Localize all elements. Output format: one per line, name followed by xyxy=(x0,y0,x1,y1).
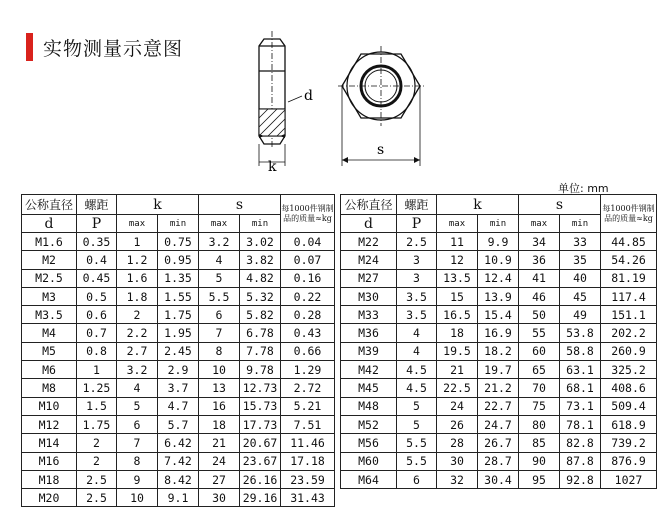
table-row xyxy=(22,251,335,269)
table-cell: 15.4 xyxy=(478,306,519,324)
table-row xyxy=(341,269,657,287)
table-cell: M3.5 xyxy=(22,306,77,324)
header-k-min: min xyxy=(158,215,199,233)
header-s: s xyxy=(199,195,281,215)
table-cell: 1.95 xyxy=(158,324,199,342)
table-cell: 2.9 xyxy=(158,361,199,379)
table-cell: 1027 xyxy=(601,470,657,488)
table-cell: 1.75 xyxy=(77,415,117,433)
table-row xyxy=(22,452,335,470)
header-s-min: min xyxy=(560,215,601,233)
table-row xyxy=(22,269,335,287)
table-cell: 2.5 xyxy=(397,233,437,251)
thread-hatching xyxy=(259,109,285,136)
table-row xyxy=(22,324,335,342)
table-cell: 5 xyxy=(397,397,437,415)
table-cell: 17.18 xyxy=(281,452,335,470)
table-cell: 12.4 xyxy=(478,269,519,287)
table-cell: 9.9 xyxy=(478,233,519,251)
table-cell: 92.8 xyxy=(560,470,601,488)
spec-table-left xyxy=(21,194,335,507)
table-cell: M16 xyxy=(22,452,77,470)
table-cell: 5 xyxy=(117,397,158,415)
header-nominal-diameter: 公称直径 xyxy=(341,195,397,215)
table-row xyxy=(341,470,657,488)
title-block xyxy=(26,30,183,64)
table-cell: M2.5 xyxy=(22,269,77,287)
table-cell: 3 xyxy=(397,251,437,269)
table-cell: 80 xyxy=(519,415,560,433)
unit-label: 单位: mm xyxy=(558,182,609,195)
table-row xyxy=(341,397,657,415)
table-row xyxy=(22,470,335,488)
table-cell: 4 xyxy=(397,324,437,342)
table-cell: 45 xyxy=(560,287,601,305)
table-cell: 3.7 xyxy=(158,379,199,397)
table-cell: 2.5 xyxy=(77,489,117,507)
table-cell: 28.7 xyxy=(478,452,519,470)
table-cell: 34 xyxy=(519,233,560,251)
table-row xyxy=(22,434,335,452)
table-cell: 0.35 xyxy=(77,233,117,251)
table-cell: M22 xyxy=(341,233,397,251)
table-row xyxy=(341,452,657,470)
table-cell: 21.2 xyxy=(478,379,519,397)
table-cell: 16.9 xyxy=(478,324,519,342)
table-cell: 1.35 xyxy=(158,269,199,287)
table-cell: 87.8 xyxy=(560,452,601,470)
table-cell: 10.9 xyxy=(478,251,519,269)
table-cell: 8.42 xyxy=(158,470,199,488)
table-cell: 49 xyxy=(560,306,601,324)
table-cell: 325.2 xyxy=(601,361,657,379)
header-s-max: max xyxy=(519,215,560,233)
dim-label-s: s xyxy=(377,142,385,158)
table-cell: 6 xyxy=(199,306,240,324)
table-cell: 5.5 xyxy=(397,452,437,470)
spec-table-left-body xyxy=(22,233,335,507)
table-cell: M12 xyxy=(22,415,77,433)
table-cell: 1.2 xyxy=(117,251,158,269)
table-cell: 9.78 xyxy=(240,361,281,379)
table-cell: 20.67 xyxy=(240,434,281,452)
table-cell: 0.5 xyxy=(77,287,117,305)
table-cell: 408.6 xyxy=(601,379,657,397)
table-cell: M56 xyxy=(341,434,397,452)
table-cell: 18.2 xyxy=(478,342,519,360)
table-cell: 40 xyxy=(560,269,601,287)
header-d: d xyxy=(341,215,397,233)
table-row xyxy=(341,324,657,342)
table-cell: M24 xyxy=(341,251,397,269)
table-cell: 29.16 xyxy=(240,489,281,507)
table-row xyxy=(22,287,335,305)
table-cell: 4.82 xyxy=(240,269,281,287)
table-cell: 5.82 xyxy=(240,306,281,324)
table-cell: 3.2 xyxy=(117,361,158,379)
table-cell: 0.95 xyxy=(158,251,199,269)
table-cell: 75 xyxy=(519,397,560,415)
table-row xyxy=(341,361,657,379)
table-cell: 3.5 xyxy=(397,306,437,324)
table-row xyxy=(341,251,657,269)
table-row xyxy=(22,361,335,379)
table-cell: 11 xyxy=(437,233,478,251)
table-cell: 0.04 xyxy=(281,233,335,251)
table-row xyxy=(341,306,657,324)
header-s-max: max xyxy=(199,215,240,233)
table-cell: 65 xyxy=(519,361,560,379)
dim-label-d: d xyxy=(304,88,313,104)
header-k-max: max xyxy=(437,215,478,233)
table-cell: 55 xyxy=(519,324,560,342)
table-cell: 3.2 xyxy=(199,233,240,251)
table-cell: 2.2 xyxy=(117,324,158,342)
header-pitch: 螺距 xyxy=(397,195,437,215)
table-cell: 4.7 xyxy=(158,397,199,415)
table-row xyxy=(341,434,657,452)
table-cell: 6 xyxy=(117,415,158,433)
table-cell: 2 xyxy=(77,434,117,452)
table-cell: 117.4 xyxy=(601,287,657,305)
table-cell: 0.16 xyxy=(281,269,335,287)
table-cell: M14 xyxy=(22,434,77,452)
table-cell: 6.78 xyxy=(240,324,281,342)
table-row xyxy=(341,342,657,360)
table-row xyxy=(22,489,335,507)
table-cell: 23.59 xyxy=(281,470,335,488)
table-cell: M8 xyxy=(22,379,77,397)
table-cell: 1 xyxy=(77,361,117,379)
header-k-max: max xyxy=(117,215,158,233)
table-cell: 876.9 xyxy=(601,452,657,470)
table-cell: 0.4 xyxy=(77,251,117,269)
table-cell: M48 xyxy=(341,397,397,415)
table-cell: 1 xyxy=(117,233,158,251)
table-cell: 21 xyxy=(199,434,240,452)
table-cell: 1.55 xyxy=(158,287,199,305)
table-cell: M6 xyxy=(22,361,77,379)
table-cell: 2.5 xyxy=(77,470,117,488)
table-cell: 46 xyxy=(519,287,560,305)
table-cell: 0.75 xyxy=(158,233,199,251)
table-row xyxy=(22,415,335,433)
header-k: k xyxy=(117,195,199,215)
table-cell: 26 xyxy=(437,415,478,433)
header-p: P xyxy=(397,215,437,233)
table-cell: 1.29 xyxy=(281,361,335,379)
table-cell: 30.4 xyxy=(478,470,519,488)
table-cell: 4.5 xyxy=(397,361,437,379)
table-cell: 2 xyxy=(117,306,158,324)
table-cell: M3 xyxy=(22,287,77,305)
table-cell: 509.4 xyxy=(601,397,657,415)
header-k-min: min xyxy=(478,215,519,233)
table-cell: 5 xyxy=(397,415,437,433)
title-accent-bar xyxy=(26,33,33,61)
table-row xyxy=(22,379,335,397)
table-cell: M27 xyxy=(341,269,397,287)
table-cell: M30 xyxy=(341,287,397,305)
table-cell: M1.6 xyxy=(22,233,77,251)
hex-nut-drawing xyxy=(230,26,450,176)
table-cell: 90 xyxy=(519,452,560,470)
table-cell: M36 xyxy=(341,324,397,342)
table-cell: 28 xyxy=(437,434,478,452)
table-cell: 12.73 xyxy=(240,379,281,397)
table-cell: 5.21 xyxy=(281,397,335,415)
table-cell: 44.85 xyxy=(601,233,657,251)
table-cell: M2 xyxy=(22,251,77,269)
table-cell: 16 xyxy=(199,397,240,415)
table-cell: 739.2 xyxy=(601,434,657,452)
table-cell: 63.1 xyxy=(560,361,601,379)
table-cell: 9.1 xyxy=(158,489,199,507)
table-cell: M39 xyxy=(341,342,397,360)
table-cell: 22.5 xyxy=(437,379,478,397)
spec-table-right-body xyxy=(341,233,657,489)
header-pitch: 螺距 xyxy=(77,195,117,215)
header-weight: 每1000件钢制品的质量≈kg xyxy=(601,195,657,233)
table-row xyxy=(22,342,335,360)
table-cell: 7.42 xyxy=(158,452,199,470)
table-cell: 7.51 xyxy=(281,415,335,433)
table-row xyxy=(22,397,335,415)
table-cell: 18 xyxy=(199,415,240,433)
table-cell: 4 xyxy=(199,251,240,269)
table-row xyxy=(341,415,657,433)
table-cell: M4 xyxy=(22,324,77,342)
header-d: d xyxy=(22,215,77,233)
table-cell: 7 xyxy=(117,434,158,452)
table-cell: 54.26 xyxy=(601,251,657,269)
table-cell: 81.19 xyxy=(601,269,657,287)
table-cell: M18 xyxy=(22,470,77,488)
table-cell: 0.07 xyxy=(281,251,335,269)
table-cell: 22.7 xyxy=(478,397,519,415)
table-row xyxy=(341,233,657,251)
table-cell: 82.8 xyxy=(560,434,601,452)
table-cell: 73.1 xyxy=(560,397,601,415)
table-cell: 7.78 xyxy=(240,342,281,360)
table-cell: 30 xyxy=(199,489,240,507)
table-cell: 4.5 xyxy=(397,379,437,397)
table-cell: 10 xyxy=(117,489,158,507)
header-p: P xyxy=(77,215,117,233)
table-cell: 5.7 xyxy=(158,415,199,433)
table-cell: 260.9 xyxy=(601,342,657,360)
table-cell: 0.8 xyxy=(77,342,117,360)
table-cell: 26.7 xyxy=(478,434,519,452)
table-cell: 0.7 xyxy=(77,324,117,342)
table-cell: M45 xyxy=(341,379,397,397)
table-cell: 202.2 xyxy=(601,324,657,342)
table-cell: 33 xyxy=(560,233,601,251)
table-cell: 11.46 xyxy=(281,434,335,452)
table-cell: M42 xyxy=(341,361,397,379)
dim-label-k: k xyxy=(268,159,277,175)
header-k: k xyxy=(437,195,519,215)
table-cell: 6 xyxy=(397,470,437,488)
table-row xyxy=(341,287,657,305)
table-cell: 10 xyxy=(199,361,240,379)
table-cell: 5.5 xyxy=(397,434,437,452)
table-cell: 26.16 xyxy=(240,470,281,488)
table-cell: 8 xyxy=(117,452,158,470)
table-cell: 41 xyxy=(519,269,560,287)
table-cell: 0.28 xyxy=(281,306,335,324)
table-cell: 0.6 xyxy=(77,306,117,324)
table-cell: 35 xyxy=(560,251,601,269)
table-cell: 1.6 xyxy=(117,269,158,287)
table-cell: 16.5 xyxy=(437,306,478,324)
table-cell: 2.7 xyxy=(117,342,158,360)
table-cell: 15.73 xyxy=(240,397,281,415)
page-title: 实物测量示意图 xyxy=(43,37,184,60)
table-cell: 85 xyxy=(519,434,560,452)
header-weight: 每1000件钢制品的质量≈kg xyxy=(281,195,335,233)
table-cell: 31.43 xyxy=(281,489,335,507)
table-cell: M20 xyxy=(22,489,77,507)
table-cell: 19.5 xyxy=(437,342,478,360)
table-cell: 1.75 xyxy=(158,306,199,324)
table-cell: 4 xyxy=(397,342,437,360)
table-cell: 3.02 xyxy=(240,233,281,251)
table-cell: 15 xyxy=(437,287,478,305)
spec-table-right xyxy=(340,194,657,489)
table-cell: 5 xyxy=(199,269,240,287)
table-cell: 53.8 xyxy=(560,324,601,342)
header-nominal-diameter: 公称直径 xyxy=(22,195,77,215)
table-cell: 8 xyxy=(199,342,240,360)
table-cell: 151.1 xyxy=(601,306,657,324)
table-cell: 23.67 xyxy=(240,452,281,470)
table-cell: 6.42 xyxy=(158,434,199,452)
table-cell: 70 xyxy=(519,379,560,397)
table-cell: M10 xyxy=(22,397,77,415)
table-cell: 78.1 xyxy=(560,415,601,433)
table-cell: 17.73 xyxy=(240,415,281,433)
table-cell: 13.5 xyxy=(437,269,478,287)
table-row xyxy=(22,233,335,251)
table-cell: 3.5 xyxy=(397,287,437,305)
table-cell: 68.1 xyxy=(560,379,601,397)
header-s: s xyxy=(519,195,601,215)
table-cell: M60 xyxy=(341,452,397,470)
table-cell: 50 xyxy=(519,306,560,324)
table-cell: 5.32 xyxy=(240,287,281,305)
table-cell: 2.72 xyxy=(281,379,335,397)
table-cell: 24 xyxy=(199,452,240,470)
table-cell: 58.8 xyxy=(560,342,601,360)
header-s-min: min xyxy=(240,215,281,233)
table-cell: 30 xyxy=(437,452,478,470)
table-cell: 13 xyxy=(199,379,240,397)
table-cell: 2.45 xyxy=(158,342,199,360)
table-cell: 36 xyxy=(519,251,560,269)
table-cell: M64 xyxy=(341,470,397,488)
table-cell: 618.9 xyxy=(601,415,657,433)
table-cell: 12 xyxy=(437,251,478,269)
table-cell: 60 xyxy=(519,342,560,360)
table-cell: 27 xyxy=(199,470,240,488)
table-row xyxy=(341,379,657,397)
table-cell: 0.43 xyxy=(281,324,335,342)
table-cell: 0.66 xyxy=(281,342,335,360)
table-cell: 2 xyxy=(77,452,117,470)
table-cell: 13.9 xyxy=(478,287,519,305)
table-cell: 7 xyxy=(199,324,240,342)
table-cell: 9 xyxy=(117,470,158,488)
table-cell: 1.5 xyxy=(77,397,117,415)
table-cell: 24.7 xyxy=(478,415,519,433)
table-cell: 0.22 xyxy=(281,287,335,305)
table-cell: 3 xyxy=(397,269,437,287)
table-cell: 3.82 xyxy=(240,251,281,269)
table-cell: 4 xyxy=(117,379,158,397)
table-row xyxy=(22,306,335,324)
table-cell: 21 xyxy=(437,361,478,379)
table-cell: 32 xyxy=(437,470,478,488)
table-cell: 24 xyxy=(437,397,478,415)
table-cell: 0.45 xyxy=(77,269,117,287)
table-cell: M33 xyxy=(341,306,397,324)
table-cell: 95 xyxy=(519,470,560,488)
table-cell: M5 xyxy=(22,342,77,360)
table-cell: 19.7 xyxy=(478,361,519,379)
table-cell: 1.8 xyxy=(117,287,158,305)
table-cell: 1.25 xyxy=(77,379,117,397)
table-cell: 18 xyxy=(437,324,478,342)
table-cell: M52 xyxy=(341,415,397,433)
table-cell: 5.5 xyxy=(199,287,240,305)
